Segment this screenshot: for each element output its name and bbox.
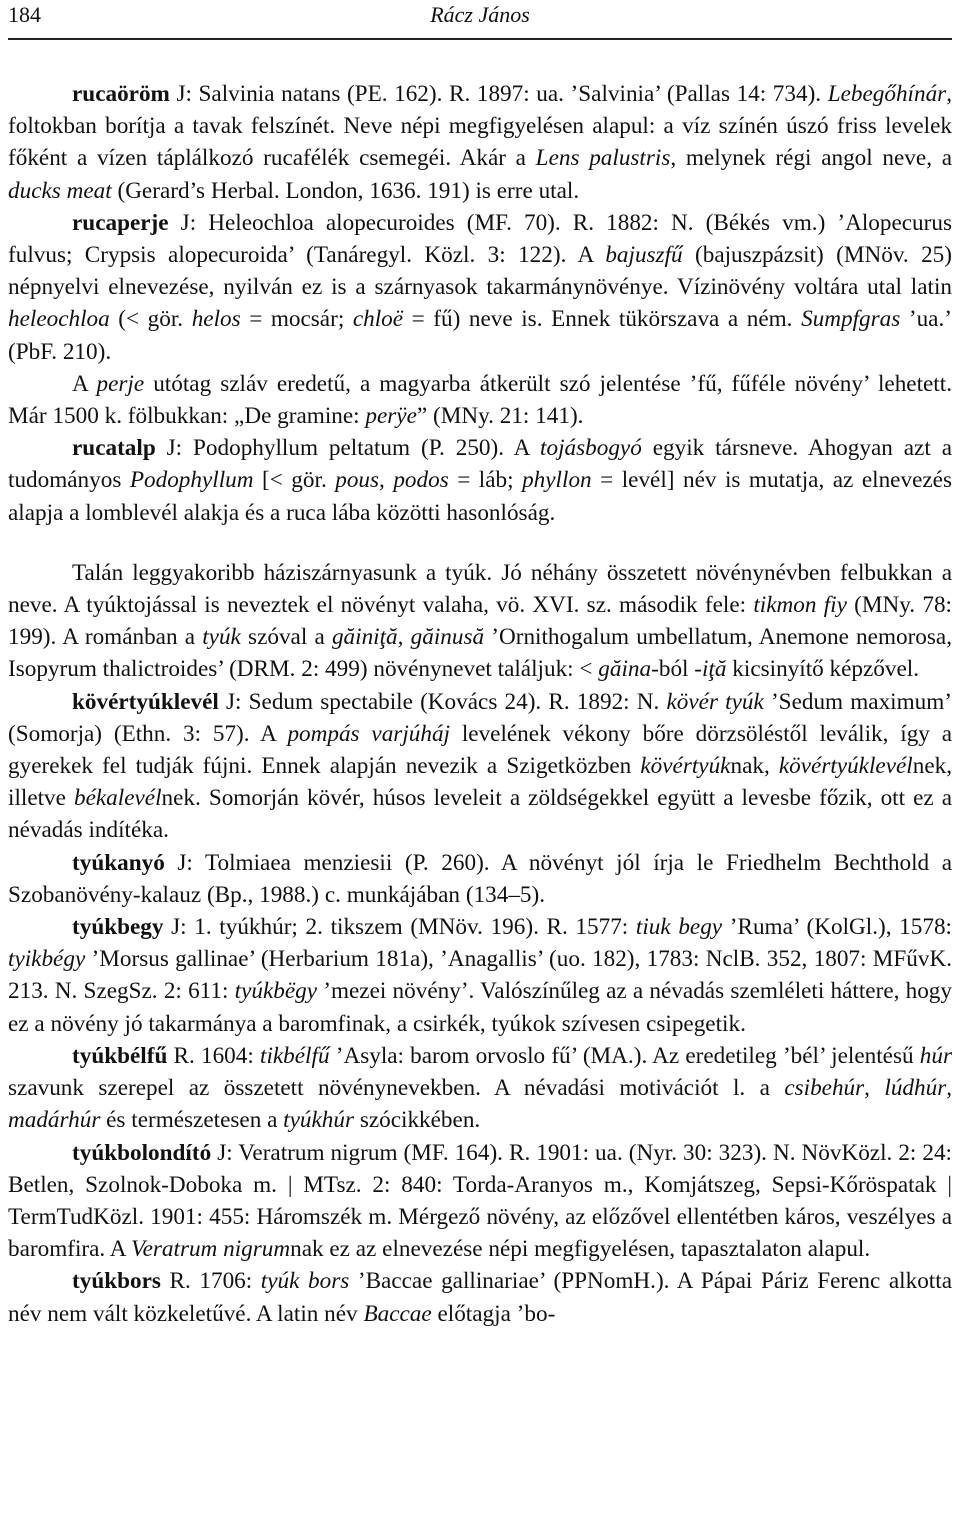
entry-text: (MNy. 78: 199). A románban a [8, 592, 952, 651]
italic-term: tikbélfű [260, 1042, 330, 1069]
entry-text: szavunk szerepel az összetett növénynevekben. A névadási motivációt l. a [8, 1075, 785, 1102]
italic-term: ducks meat [8, 177, 112, 204]
entry-text: ’Ornithogalum umbellatum, Anemone nemorosa, Isopyrum thalictroides’ (DRM. 2: 499) növénynevet találjuk: < [8, 624, 952, 683]
italic-term: perje [96, 370, 145, 397]
entry-text: = láb; [448, 467, 523, 494]
italic-term: kövér tyúk [666, 688, 764, 715]
entry-text: [< gör. [253, 467, 336, 494]
italic-term: Lebegőhínár [827, 81, 947, 107]
entry-text: egyik társneve. Ahogyan azt a tudományos [8, 435, 952, 494]
entry-text: utótag szláv eredetű, a magyarba átkerült szó jelentése ’fű, fűféle növény’ lehetett. Már 1500 k. fölbukkan: „De gramine: [8, 370, 952, 430]
entry-text: ’ua.’ (PbF. 210). [8, 306, 952, 365]
headword: tyúkbélfű [72, 1042, 168, 1069]
entry-text: J: Veratrum nigrum (MF. 164). R. 1901: ua. (Nyr. 30: 323). N. NövKözl. 2: 24: Betlen, Szolnok-Doboka m. | MTsz. 2: 840: Torda-Aranyos m., Komjátszeg, Sepsi-Kőröspatak | TermTudKözl. 1901: 455: Háromszék m. Mérgező növény, az előzővel ellentétben káros, veszélyes a baromfira. A [8, 1139, 952, 1263]
entry-text: = mocsár; [240, 306, 353, 333]
italic-term: phyllon [522, 467, 592, 494]
entry-text: szócikkében. [354, 1107, 481, 1134]
entry-text: ’Sedum maximum’ (Somorja) (Ethn. 3: 57). A [8, 688, 952, 747]
entry-text: R. 1604: [167, 1042, 260, 1069]
italic-term: tyikbégy [8, 946, 86, 973]
italic-term: húr [919, 1042, 952, 1069]
entry-text: , [946, 1075, 953, 1102]
italic-term: chloë [352, 306, 404, 333]
entry-text: -ból [651, 656, 695, 683]
entry-text: előtagja ’bo- [431, 1300, 556, 1327]
page-number: 184 [8, 2, 41, 27]
headword: kövértyúklevél [72, 688, 219, 715]
entry-tyukbors [8, 1265, 952, 1329]
italic-term: tikmon fiy [753, 592, 847, 619]
entry-text: = fű) neve is. Ennek tükörszava a ném. [403, 306, 802, 333]
entry-text: , melynek régi angol neve, a [670, 145, 952, 172]
entry-text: ’mezei növény’. Valószínűleg az a névadás szemléleti háttere, hogy ez a növény jó takarmánya a baromfinak, a csirkék, tyúkok szívesen csipegetik. [8, 978, 952, 1037]
italic-term: pous, podos [335, 467, 449, 494]
headword: rucaperje [72, 209, 169, 236]
italic-term: găina [598, 656, 652, 683]
headword: tyúkbolondító [72, 1139, 212, 1166]
headword: tyúkanyó [72, 849, 165, 876]
entry-text: J: Tolmiaea menziesii (P. 260). A növényt jól írja le Friedhelm Bechthold a Szobanövény-kalauz (Bp., 1988.) c. munkájában (134–5). [8, 849, 952, 908]
entry-rucaperje [8, 207, 952, 368]
italic-term: békalevél [73, 785, 162, 812]
entry-text: J: Heleochloa alopecuroides (MF. 70). R. 1882: N. (Békés vm.) ’Alopecurus fulvus; Crypsis alopecuroida’ (Tanáregyl. Közl. 3: 122). A [8, 209, 952, 269]
page-header [8, 0, 952, 40]
italic-term: Veratrum nigrum [131, 1236, 291, 1263]
italic-term: helos [191, 306, 241, 333]
italic-term: pompás varjúháj [287, 720, 450, 747]
headword: rucaöröm [72, 81, 170, 107]
entry-text: ’Asyla: barom orvoslo fű’ (MA.). Az eredetileg ’bél’ jelentésű [329, 1042, 920, 1069]
headword: tyúkbors [72, 1268, 161, 1295]
entry-tyukanyo [8, 847, 952, 911]
entry-perje-note [8, 368, 952, 432]
entry-text: R. 1706: [160, 1268, 261, 1295]
entry-text: J: 1. tyúkhúr; 2. tikszem (MNöv. 196). R. 1577: [163, 914, 636, 941]
entry-text: J: Sedum spectabile (Kovács 24). R. 1892: N. [218, 688, 667, 715]
dictionary-body [8, 78, 952, 1330]
italic-term: -iţă [694, 656, 727, 683]
entry-text: A [72, 370, 97, 397]
entry-tyukbegy [8, 911, 952, 1040]
italic-term: Lens palustris [535, 145, 671, 172]
entry-text: (< gör. [109, 306, 192, 333]
italic-term: tyúkbëgy [234, 978, 318, 1005]
entry-text: nak, [730, 753, 779, 780]
italic-term: heleochloa [8, 306, 110, 333]
entry-text: nek. Somorján kövér, húsos leveleit a zöldségekkel együtt a levesbe főzik, ott ez a névadás indítéka. [8, 785, 952, 844]
entry-text: (Gerard’s Herbal. London, 1636. 191) is erre utal. [111, 177, 580, 204]
headword: tyúkbegy [72, 914, 164, 941]
entry-kovertyuklevel [8, 686, 952, 847]
italic-term: perÿe [365, 403, 417, 430]
entry-text: nak ez az elnevezése népi megfigyelésen, tapasztalaton alapul. [290, 1236, 871, 1263]
italic-term: tyúkhúr [283, 1107, 355, 1134]
italic-term: kövértyúklevél [778, 753, 913, 780]
italic-term: tyúk [202, 624, 241, 651]
entry-text: J: Podophyllum peltatum (P. 250). A [155, 435, 541, 462]
entry-text: , [864, 1075, 885, 1102]
italic-term: kövértyúk [640, 753, 731, 780]
entry-tyukbelfu [8, 1040, 952, 1137]
entry-tyukbolondito [8, 1137, 952, 1266]
entry-text: és természetesen a [100, 1107, 284, 1134]
entry-text: Talán leggyakoribb háziszárnyasunk a tyúk. Jó néhány összetett növénynévben felbukkan a neve. A tyúktojással is neveztek el növényt valaha, vö. XVI. sz. második fele: [8, 559, 952, 619]
italic-term: Podophyllum [129, 467, 254, 494]
entry-text: kicsinyítő képzővel. [726, 656, 920, 683]
entry-text: szóval a [240, 624, 332, 651]
entry-text: ’Ruma’ (KolGl.), 1578: [722, 914, 952, 941]
entry-rucaorom [8, 78, 952, 207]
italic-term: găiniţă, găinusă [331, 624, 485, 651]
entry-text: levelének vékony bőre dörzsöléstől leválik, így a gyerekek fel tudják fújni. Ennek alapján nevezik a Szigetközben [8, 720, 953, 780]
italic-term: csibehúr [784, 1075, 865, 1102]
section-intro-tyuk [8, 557, 952, 686]
italic-term: tyúk bors [260, 1268, 350, 1295]
italic-term: Sumpfgras [801, 306, 901, 333]
entry-text: ’Baccae gallinariae’ (PPNomH.). A Pápai Páriz Ferenc alkotta név nem vált közkeletűvé. A latin név [8, 1268, 952, 1327]
entry-text: ” (MNy. 21: 141). [416, 403, 584, 430]
entry-text: (bajuszpázsit) (MNöv. 25) népnyelvi elnevezése, nyilván ez is a szárnyasok takarmánynövénye. Vízinövény voltára utal latin [8, 242, 952, 301]
entry-text: nek, illetve [8, 753, 952, 812]
entry-text: J: Salvinia natans (PE. 162). R. 1897: ua. ’Salvinia’ (Pallas 14: 734). [169, 81, 828, 107]
entry-text: = levél] név is mutatja, az elnevezés alapja a lomblevél alakja és a ruca lába közötti hasonlóság. [8, 467, 952, 526]
entry-text: ’Morsus gallinae’ (Herbarium 181a), ’Anagallis’ (uo. 182), 1783: NclB. 352, 1807: MFűvK. 213. N. SzegSz. 2: 611: [8, 946, 952, 1005]
italic-term: madárhúr [8, 1107, 101, 1134]
headword: rucatalp [72, 435, 156, 462]
italic-term: tojásbogyó [540, 435, 642, 462]
entry-text: , foltokban borítja a tavak felszínét. Neve népi megfigyelésen alapul: a víz színén úszó friss levelek főként a vízen táplálkozó rucafélék csemegéi. Akár a [8, 81, 952, 172]
italic-term: Baccae [363, 1300, 432, 1327]
italic-term: bajuszfű [605, 242, 683, 269]
italic-term: tiuk begy [635, 914, 723, 941]
italic-term: lúdhúr [884, 1075, 947, 1102]
running-head: Rácz János [430, 2, 530, 27]
entry-rucatalp [8, 432, 952, 529]
